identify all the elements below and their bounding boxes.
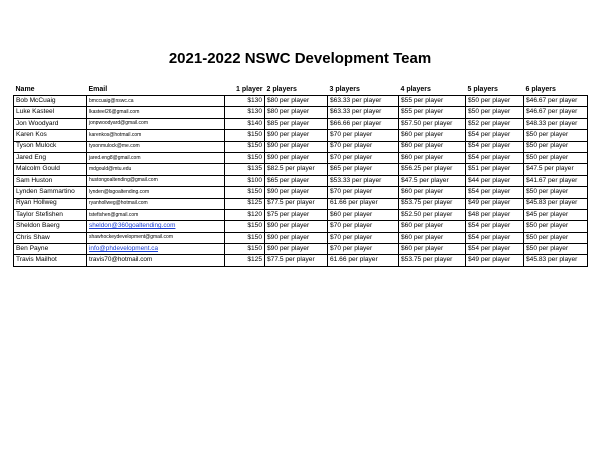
price-3-players-cell: $63.33 per player (328, 96, 399, 107)
email-cell: bmccuaig@nswc.ca (87, 96, 225, 107)
roster-table (13, 82, 588, 267)
price-3-players-cell: $53.33 per player (328, 175, 399, 186)
price-3-players-cell: $70 per player (328, 244, 399, 255)
price-5-players-cell: $51 per player (466, 164, 524, 175)
price-3-players-cell: 61.66 per player (328, 198, 399, 209)
price-5-players-cell: $54 per player (466, 221, 524, 232)
price-6-players-cell: $45 per player (524, 209, 588, 220)
table-row (14, 141, 588, 152)
price-2-players-cell: $65 per player (265, 175, 328, 186)
price-6-players-cell: $50 per player (524, 130, 588, 141)
price-2-players-cell: $85 per player (265, 118, 328, 129)
price-6-players-cell: $46.67 per player (524, 107, 588, 118)
price-3-players-cell: $70 per player (328, 130, 399, 141)
price-1-player-cell: $150 (225, 221, 265, 232)
name-cell: Taylor Stefishen (14, 209, 87, 220)
price-6-players-cell: $50 per player (524, 187, 588, 198)
price-2-players-cell: $90 per player (265, 244, 328, 255)
price-1-player-cell: $125 (225, 255, 265, 266)
price-1-player-cell: $125 (225, 198, 265, 209)
name-cell: Chris Shaw (14, 232, 87, 243)
price-5-players-cell: $54 per player (466, 187, 524, 198)
price-2-players-cell: $90 per player (265, 141, 328, 152)
price-1-player-cell: $150 (225, 141, 265, 152)
price-5-players-cell: $50 per player (466, 107, 524, 118)
price-6-players-cell: $50 per player (524, 232, 588, 243)
price-1-player-cell: $100 (225, 175, 265, 186)
name-cell: Ben Payne (14, 244, 87, 255)
table-body (14, 96, 588, 267)
price-5-players-cell: $52 per player (466, 118, 524, 129)
name-cell: Sheldon Baerg (14, 221, 87, 232)
header-1-player: 1 player (236, 86, 263, 93)
price-4-players-cell: $60 per player (399, 130, 466, 141)
name-cell: Bob McCuaig (14, 96, 87, 107)
price-2-players-cell: $80 per player (265, 96, 328, 107)
header-row (14, 82, 588, 96)
price-4-players-cell: $60 per player (399, 232, 466, 243)
email-link[interactable]: info@phdevelopment.ca (87, 244, 225, 255)
table-row (14, 118, 588, 129)
header-4-players: 4 players (400, 86, 431, 93)
name-cell: Lynden Sammartino (14, 187, 87, 198)
price-3-players-cell: $70 per player (328, 221, 399, 232)
header-6-players: 6 players (525, 86, 556, 93)
email-link[interactable]: sheldon@360goaltending.com (87, 221, 225, 232)
table-row (14, 221, 588, 232)
price-4-players-cell: $60 per player (399, 244, 466, 255)
price-6-players-cell: $47.5 per player (524, 164, 588, 175)
price-2-players-cell: $90 per player (265, 232, 328, 243)
price-5-players-cell: $49 per player (466, 198, 524, 209)
email-cell: ryanhollweg@hotmail.com (87, 198, 225, 209)
price-5-players-cell: $49 per player (466, 255, 524, 266)
table-row (14, 244, 588, 255)
email-cell: travis70@hotmail.com (87, 255, 225, 266)
email-cell: lkasteel26@gmail.com (87, 107, 225, 118)
price-1-player-cell: $150 (225, 232, 265, 243)
price-5-players-cell: $54 per player (466, 152, 524, 163)
price-3-players-cell: $70 per player (328, 187, 399, 198)
name-cell: Luke Kasteel (14, 107, 87, 118)
name-cell: Malcolm Gould (14, 164, 87, 175)
page-title: 2021-2022 NSWC Development Team (168, 50, 432, 67)
price-4-players-cell: $55 per player (399, 107, 466, 118)
table-row (14, 152, 588, 163)
price-1-player-cell: $150 (225, 244, 265, 255)
price-3-players-cell: $70 per player (328, 232, 399, 243)
table-row (14, 209, 588, 220)
header-5-players: 5 players (467, 86, 498, 93)
email-cell: shawhockeydevelopment@gmail.com (87, 232, 225, 243)
header-email: Email (88, 86, 108, 93)
price-2-players-cell: $75 per player (265, 209, 328, 220)
price-6-players-cell: $45.83 per player (524, 255, 588, 266)
price-6-players-cell: $41.67 per player (524, 175, 588, 186)
name-cell: Jon Woodyard (14, 118, 87, 129)
email-cell: mdgould@mtu.edu (87, 164, 225, 175)
table-row (14, 232, 588, 243)
price-6-players-cell: $48.33 per player (524, 118, 588, 129)
price-2-players-cell: $90 per player (265, 221, 328, 232)
name-cell: Karen Kos (14, 130, 87, 141)
table-row (14, 255, 588, 266)
price-1-player-cell: $135 (225, 164, 265, 175)
email-cell: hustongoaltending@gmail.com (87, 175, 225, 186)
price-1-player-cell: $130 (225, 107, 265, 118)
price-4-players-cell: $55 per player (399, 96, 466, 107)
price-4-players-cell: $60 per player (399, 152, 466, 163)
price-5-players-cell: $54 per player (466, 232, 524, 243)
name-cell: Tyson Mulock (14, 141, 87, 152)
price-1-player-cell: $140 (225, 118, 265, 129)
price-4-players-cell: $53.75 per player (399, 255, 466, 266)
price-1-player-cell: $150 (225, 152, 265, 163)
email-cell: karenkos@hotmail.com (87, 130, 225, 141)
price-6-players-cell: $46.67 per player (524, 96, 588, 107)
price-4-players-cell: $52.50 per player (399, 209, 466, 220)
price-3-players-cell: $63.33 per player (328, 107, 399, 118)
email-cell: jonpwoodyard@gmail.com (87, 118, 225, 129)
price-5-players-cell: $54 per player (466, 130, 524, 141)
table-row (14, 96, 588, 107)
table-row (14, 107, 588, 118)
price-2-players-cell: $77.5 per player (265, 198, 328, 209)
price-2-players-cell: $90 per player (265, 130, 328, 141)
price-3-players-cell: $70 per player (328, 141, 399, 152)
price-5-players-cell: $44 per player (466, 175, 524, 186)
header-3-players: 3 players (329, 86, 360, 93)
price-5-players-cell: $54 per player (466, 141, 524, 152)
price-1-player-cell: $150 (225, 130, 265, 141)
price-3-players-cell: $70 per player (328, 152, 399, 163)
price-6-players-cell: $50 per player (524, 152, 588, 163)
price-6-players-cell: $45.83 per player (524, 198, 588, 209)
price-4-players-cell: $60 per player (399, 221, 466, 232)
table-row (14, 164, 588, 175)
email-cell: jared.eng8@gmail.com (87, 152, 225, 163)
price-2-players-cell: $77.5 per player (265, 255, 328, 266)
price-6-players-cell: $50 per player (524, 141, 588, 152)
price-2-players-cell: $82.5 per player (265, 164, 328, 175)
price-3-players-cell: 61.66 per player (328, 255, 399, 266)
price-6-players-cell: $50 per player (524, 244, 588, 255)
price-1-player-cell: $120 (225, 209, 265, 220)
price-3-players-cell: $60 per player (328, 209, 399, 220)
email-cell: lynden@lsgoaltending.com (87, 187, 225, 198)
price-4-players-cell: $60 per player (399, 141, 466, 152)
price-1-player-cell: $150 (225, 187, 265, 198)
name-cell: Jared Eng (14, 152, 87, 163)
email-cell: tstefishen@gmail.com (87, 209, 225, 220)
price-4-players-cell: $56.25 per player (399, 164, 466, 175)
table-row (14, 175, 588, 186)
name-cell: Ryan Hollweg (14, 198, 87, 209)
name-cell: Travis Mailhot (14, 255, 87, 266)
table-row (14, 130, 588, 141)
header-2-players: 2 players (266, 86, 297, 93)
table-row (14, 187, 588, 198)
email-cell: tysonmulock@me.com (87, 141, 225, 152)
price-2-players-cell: $90 per player (265, 152, 328, 163)
price-3-players-cell: $65 per player (328, 164, 399, 175)
price-4-players-cell: $53.75 per player (399, 198, 466, 209)
price-5-players-cell: $54 per player (466, 244, 524, 255)
price-4-players-cell: $60 per player (399, 187, 466, 198)
price-6-players-cell: $50 per player (524, 221, 588, 232)
name-cell: Sam Huston (14, 175, 87, 186)
price-5-players-cell: $48 per player (466, 209, 524, 220)
price-4-players-cell: $47.5 per player (399, 175, 466, 186)
price-2-players-cell: $80 per player (265, 107, 328, 118)
price-5-players-cell: $50 per player (466, 96, 524, 107)
price-2-players-cell: $90 per player (265, 187, 328, 198)
price-4-players-cell: $57.50 per player (399, 118, 466, 129)
price-3-players-cell: $66.66 per player (328, 118, 399, 129)
price-1-player-cell: $130 (225, 96, 265, 107)
table-row (14, 198, 588, 209)
header-name: Name (15, 86, 35, 93)
